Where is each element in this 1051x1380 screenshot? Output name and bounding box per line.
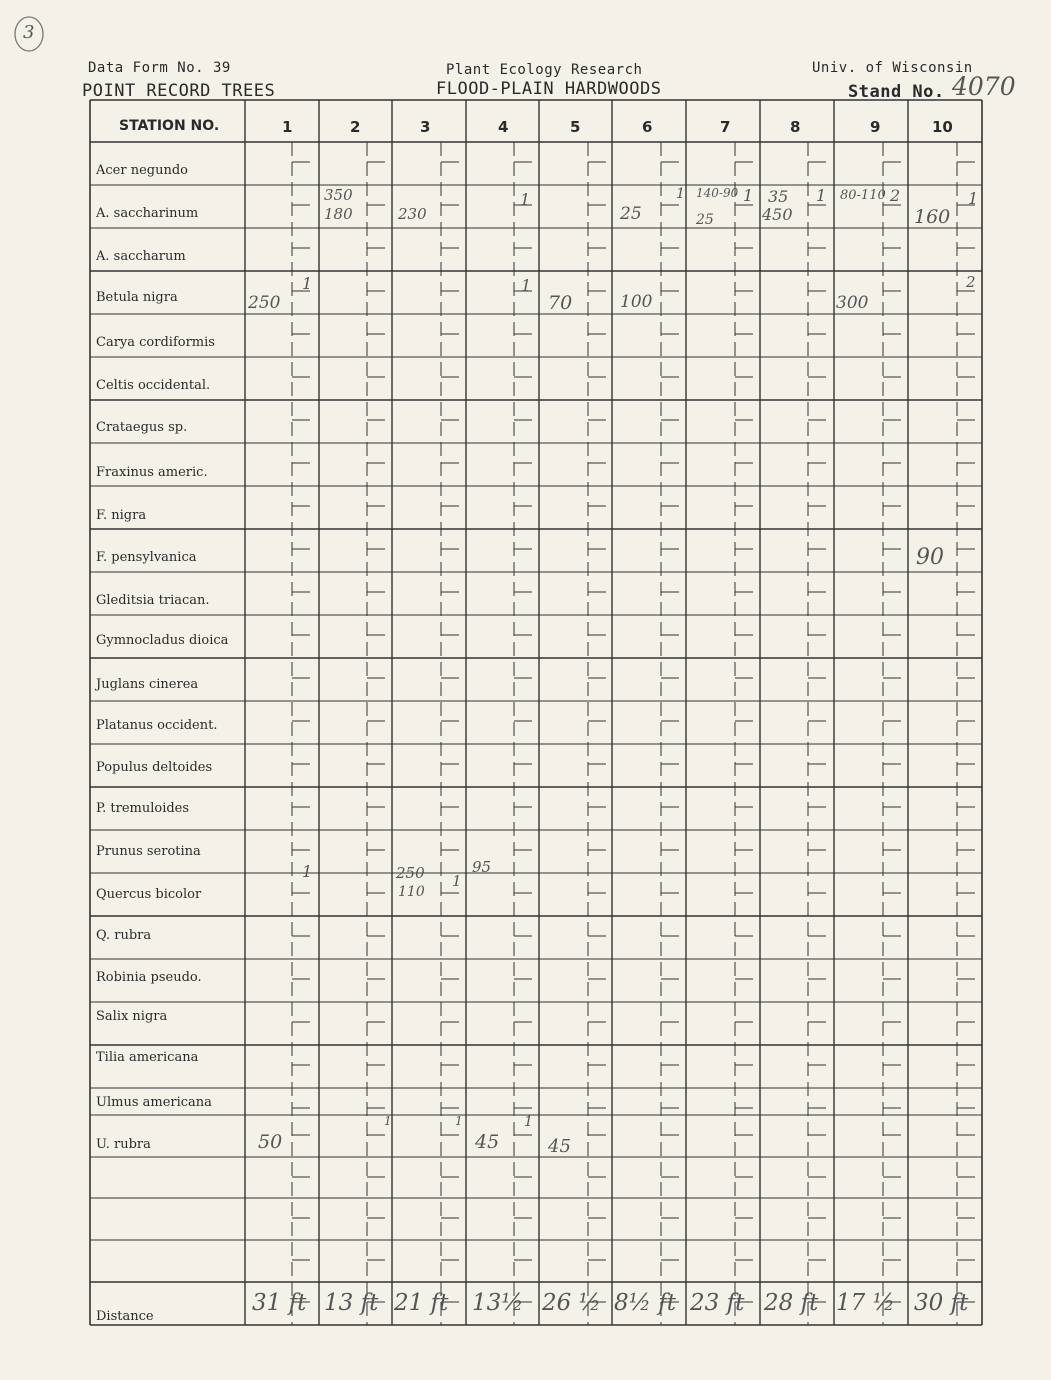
tree-entry: 1 bbox=[816, 186, 827, 205]
tree-entry: 1 bbox=[524, 1114, 533, 1130]
form-title: POINT RECORD TREES bbox=[82, 81, 276, 101]
tree-entry: 160 bbox=[914, 206, 951, 228]
tree-entry: 25 bbox=[620, 204, 642, 224]
tree-entry: 70 bbox=[548, 292, 573, 314]
tree-entry: 80-110 bbox=[840, 188, 886, 203]
tree-entry: 140-90 bbox=[696, 186, 739, 200]
species-label: Juglans cinerea bbox=[96, 677, 199, 692]
tree-entry: 300 bbox=[836, 293, 869, 313]
species-label: F. nigra bbox=[96, 508, 147, 523]
species-label: Fraxinus americ. bbox=[96, 465, 208, 480]
page-number-mark: 3 bbox=[23, 22, 35, 43]
tree-entry: 250 bbox=[248, 293, 281, 313]
tree-entry: 250 bbox=[396, 864, 425, 882]
distance-value: 26 ½ bbox=[542, 1290, 601, 1316]
species-label: F. pensylvanica bbox=[96, 550, 197, 565]
distance-value: 13 ft bbox=[324, 1290, 379, 1316]
stand-number: 4070 bbox=[952, 72, 1016, 101]
tree-entry: 25 bbox=[696, 212, 714, 228]
distance-value: 31 ft bbox=[252, 1290, 307, 1316]
station-number: 10 bbox=[932, 118, 953, 136]
distance-value: 13½ bbox=[472, 1290, 524, 1316]
species-label: Ulmus americana bbox=[96, 1095, 212, 1110]
tree-entry: 2 bbox=[890, 186, 901, 205]
species-label: Salix nigra bbox=[96, 1009, 168, 1024]
species-label: A. saccharum bbox=[96, 249, 186, 264]
species-label: Betula nigra bbox=[96, 290, 178, 305]
university: Univ. of Wisconsin bbox=[812, 60, 973, 76]
species-label: Acer negundo bbox=[96, 163, 188, 178]
organization: Plant Ecology Research bbox=[446, 62, 643, 78]
species-label: Populus deltoides bbox=[96, 760, 213, 775]
station-number: 4 bbox=[498, 118, 509, 136]
distance-value: 17 ½ bbox=[836, 1290, 895, 1316]
station-number: 5 bbox=[570, 118, 581, 136]
tree-entry: 1 bbox=[302, 862, 313, 881]
tree-entry: 1 bbox=[455, 1114, 463, 1128]
distance-value: 8½ ft bbox=[614, 1290, 676, 1316]
tree-entry: 1 bbox=[452, 872, 462, 890]
species-label: Gleditsia triacan. bbox=[96, 593, 210, 608]
species-label: Tilia americana bbox=[96, 1050, 199, 1065]
species-label: P. tremuloides bbox=[96, 801, 190, 816]
species-label: Carya cordiformis bbox=[96, 335, 215, 350]
tree-entry: 50 bbox=[258, 1131, 283, 1153]
station-number: 6 bbox=[642, 118, 653, 136]
tree-entry: 95 bbox=[472, 858, 492, 876]
species-label: U. rubra bbox=[96, 1137, 151, 1152]
form-subtitle: FLOOD-PLAIN HARDWOODS bbox=[436, 79, 662, 99]
tree-entry: 180 bbox=[324, 205, 353, 223]
tree-entry: 1 bbox=[384, 1114, 392, 1128]
station-number: 1 bbox=[282, 118, 293, 136]
station-number: 9 bbox=[870, 118, 881, 136]
station-number: 7 bbox=[720, 118, 731, 136]
station-number: 8 bbox=[790, 118, 801, 136]
tree-entry: 1 bbox=[521, 276, 532, 295]
species-label: Prunus serotina bbox=[96, 844, 201, 859]
species-label: Quercus bicolor bbox=[96, 887, 202, 902]
species-label: Q. rubra bbox=[96, 928, 152, 943]
stand-label: Stand No. bbox=[848, 82, 945, 102]
tree-entry: 100 bbox=[620, 292, 653, 312]
tree-entry: 2 bbox=[966, 273, 976, 291]
tree-entry: 230 bbox=[398, 205, 427, 223]
tree-entry: 450 bbox=[762, 205, 793, 224]
species-label: Celtis occidental. bbox=[96, 378, 211, 393]
tree-entry: 35 bbox=[768, 187, 789, 206]
tree-entry: 1 bbox=[676, 186, 685, 202]
station-number: 3 bbox=[420, 118, 431, 136]
species-label: Gymnocladus dioica bbox=[96, 633, 229, 648]
tree-entry: 350 bbox=[324, 186, 353, 204]
station-header: STATION NO. bbox=[119, 118, 220, 134]
station-number: 2 bbox=[350, 118, 361, 136]
tree-entry: 1 bbox=[302, 274, 313, 293]
species-label: A. saccharinum bbox=[96, 206, 199, 221]
form-number: Data Form No. 39 bbox=[88, 60, 231, 76]
tree-entry: 45 bbox=[475, 1131, 500, 1153]
tree-entry: 45 bbox=[548, 1136, 571, 1157]
distance-value: 28 ft bbox=[764, 1290, 819, 1316]
distance-value: 23 ft bbox=[690, 1290, 745, 1316]
tree-entry: 1 bbox=[520, 190, 531, 209]
tree-entry: 110 bbox=[398, 884, 425, 900]
distance-value: 30 ft bbox=[914, 1290, 969, 1316]
distance-value: 21 ft bbox=[394, 1290, 449, 1316]
species-label: Platanus occident. bbox=[96, 718, 218, 733]
tree-entry: 90 bbox=[916, 545, 944, 570]
species-label: Crataegus sp. bbox=[96, 420, 188, 435]
distance-label: Distance bbox=[96, 1309, 154, 1324]
tree-entry: 1 bbox=[743, 186, 754, 205]
tree-entry: 1 bbox=[968, 189, 979, 208]
species-label: Robinia pseudo. bbox=[96, 970, 202, 985]
